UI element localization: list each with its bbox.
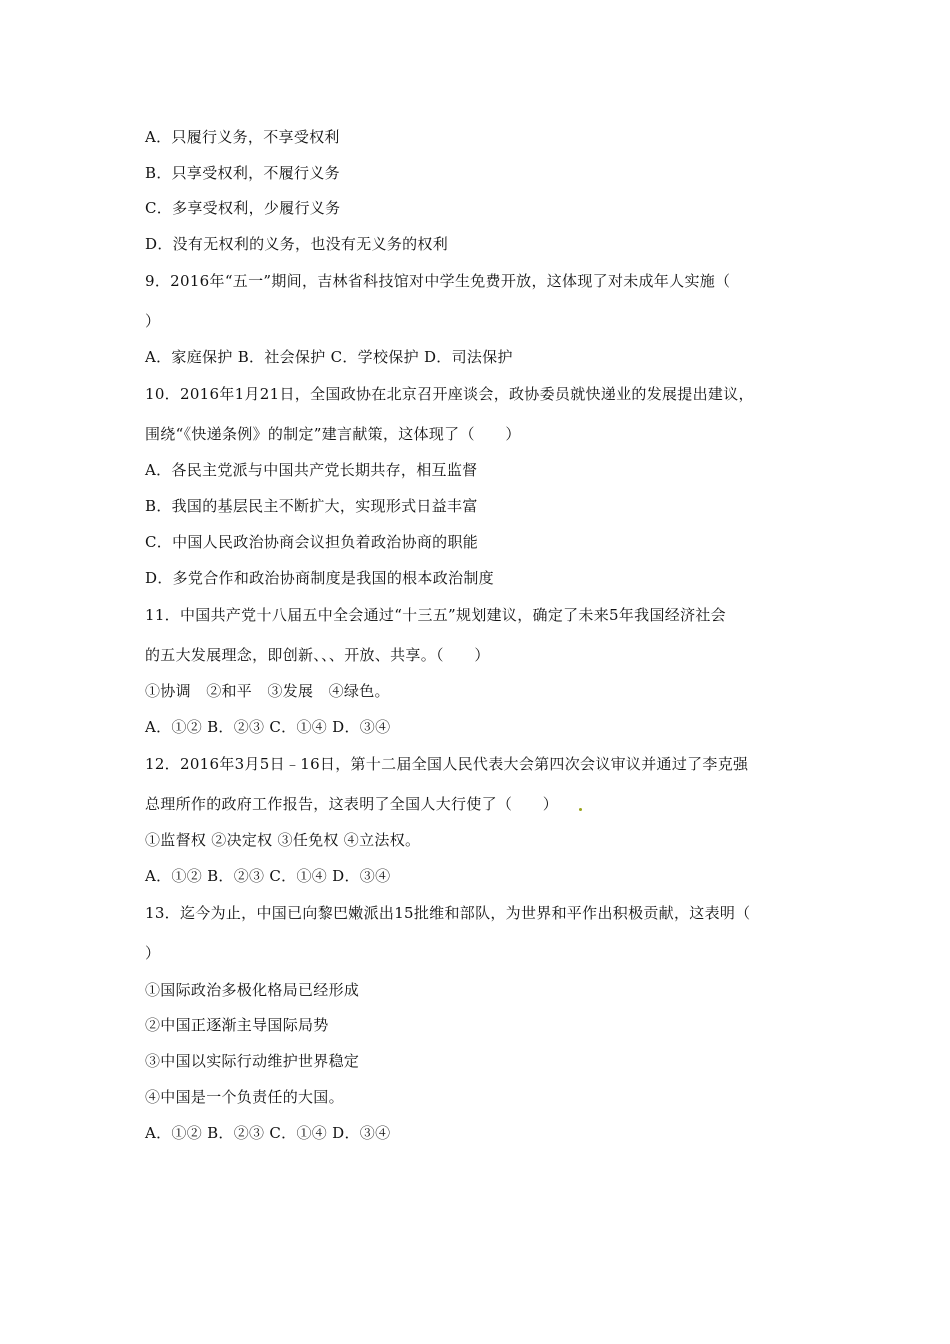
statement-13-4: ④中国是一个负责任的大国。 xyxy=(145,1088,344,1106)
option-10c: C．中国人民政治协商会议担负着政治协商的职能 xyxy=(145,533,479,551)
question-10-line-1: 10．2016年1月21日，全国政协在北京召开座谈会，政协委员就快递业的发展提出建议， xyxy=(145,385,754,403)
option-10b: B．我国的基层民主不断扩大，实现形式日益丰富 xyxy=(145,497,478,515)
options-9: A．家庭保护 B．社会保护 C．学校保护 D．司法保护 xyxy=(145,348,513,366)
option-10d: D．多党合作和政治协商制度是我国的根本政治制度 xyxy=(145,569,494,587)
option-8b: B．只享受权利，不履行义务 xyxy=(145,164,340,182)
options-13: A．①② B．②③ C．①④ D．③④ xyxy=(145,1124,391,1142)
statement-13-2: ②中国正逐渐主导国际局势 xyxy=(145,1016,329,1034)
statement-13-3: ③中国以实际行动维护世界稳定 xyxy=(145,1052,360,1070)
question-13-line-2: ） xyxy=(145,944,161,962)
option-10a: A．各民主党派与中国共产党长期共存，相互监督 xyxy=(145,461,478,479)
question-11-line-2: 的五大发展理念，即创新、、、开放、共享。（ ） xyxy=(145,646,490,664)
question-13-line-1: 13．迄今为止，中国已向黎巴嫩派出15批维和部队，为世界和平作出积极贡献，这表明（ xyxy=(145,904,751,922)
question-12-line-1: 12．2016年3月5日﹣16日，第十二届全国人民代表大会第四次会议审议并通过了李克强 xyxy=(145,755,749,773)
option-8c: C．多享受权利，少履行义务 xyxy=(145,199,341,217)
statements-11: ①协调 ②和平 ③发展 ④绿色。 xyxy=(145,682,390,700)
question-11-line-1: 11．中国共产党十八届五中全会通过“十三五”规划建议，确定了未来5年我国经济社会 xyxy=(145,606,726,624)
question-10-line-2: 围绕“《快递条例》的制定”建言献策，这体现了（ ） xyxy=(145,425,521,443)
option-8a: A．只履行义务，不享受权利 xyxy=(145,128,340,146)
stray-mark xyxy=(579,808,582,811)
question-9-line-1: 9．2016年“五一”期间，吉林省科技馆对中学生免费开放，这体现了对未成年人实施（ xyxy=(145,272,731,290)
statements-12: ①监督权 ②决定权 ③任免权 ④立法权。 xyxy=(145,831,421,849)
options-12: A．①② B．②③ C．①④ D．③④ xyxy=(145,867,391,885)
question-12-line-2: 总理所作的政府工作报告，这表明了全国人大行使了（ ） xyxy=(145,795,559,813)
options-11: A．①② B．②③ C．①④ D．③④ xyxy=(145,718,391,736)
statement-13-1: ①国际政治多极化格局已经形成 xyxy=(145,981,360,999)
option-8d: D．没有无权利的义务，也没有无义务的权利 xyxy=(145,235,449,253)
question-9-line-2: ） xyxy=(145,312,161,330)
